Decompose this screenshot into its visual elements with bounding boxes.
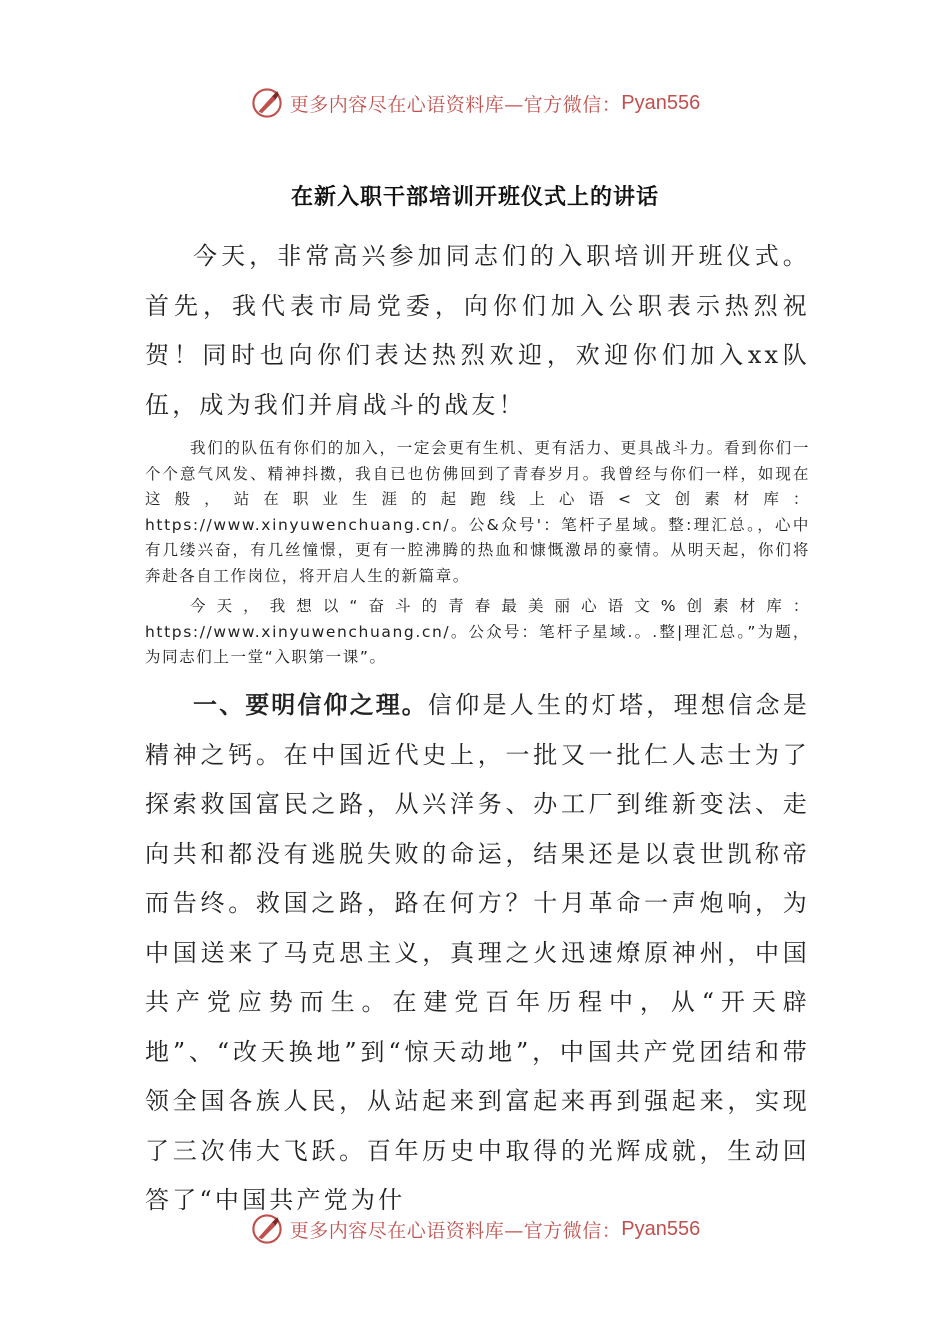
header-watermark-banner [0, 86, 950, 120]
section-1-body: 信仰是人生的灯塔，理想信念是精神之钙。在中国近代史上，一批又一批仁人志士为了探索救国富民之路，从兴洋务、办工厂到维新变法、走向共和都没有逃脱失败的命运，结果还是以袁世凯称帝而告终。救国之路，路在何方？十月革命一声炮响，为中国送来了马克思主义，真理之火迅速燎原神州，中国共产党应势而生。在建党百年历程中，从“开天辟地”、“改天换地”到“惊天动地”，中国共产党团结和带领全国各族人民，从站起来到富起来再到强起来，实现了三次伟大飞跃。百年历史中取得的光辉成就，生动回答了“中国共产党为什 [145, 691, 810, 1214]
pen-nib-logo-icon [250, 1212, 284, 1246]
footer-watermark-banner [0, 1212, 950, 1246]
paragraph-opening: 今天，非常高兴参加同志们的入职培训开班仪式。首先，我代表市局党委，向你们加入公职表示热烈祝贺！同时也向你们表达热烈欢迎，欢迎你们加入xx队伍，成为我们并肩战斗的战友！ [145, 242, 810, 419]
pen-nib-logo-icon [250, 86, 284, 120]
banner-wechat-id: Pyan556 [621, 1217, 701, 1240]
banner-text: 更多内容尽在心语资料库—官方微信： [289, 93, 622, 116]
banner-text: 更多内容尽在心语资料库—官方微信： [289, 1219, 622, 1242]
paragraph-theme: 今天，我想以“奋斗的青春最美丽心语文%创素材库：https://www.xinyuwenchuang.cn/。公众号：笔杆子星域.。.整|理汇总。”为题，为同志们上一堂“入职第一课”。 [145, 597, 810, 666]
section-1 [145, 681, 810, 1226]
document-title: 在新入职干部培训开班仪式上的讲话 [290, 185, 659, 210]
paragraph-team: 我们的队伍有你们的加入，一定会更有生机、更有活力、更具战斗力。看到你们一个个意气风发、精神抖擞，我自已也仿佛回到了青春岁月。我曾经与你们一样，如现在这般，站在职业生涯的起跑线上心语<文创素材库：https://www.xinyuwenchuang.cn/。公&众号'：笔杆子星域。整:理汇总。，心中有几缕兴奋，有几丝憧憬，更有一腔沸腾的热血和慷慨激昂的豪情。从明天起，你们将奔赴各自工作岗位，将开启人生的新篇章。 [145, 439, 810, 585]
section-1-heading: 一、要明信仰之理。 [193, 691, 428, 719]
banner-wechat-id: Pyan556 [621, 91, 701, 114]
